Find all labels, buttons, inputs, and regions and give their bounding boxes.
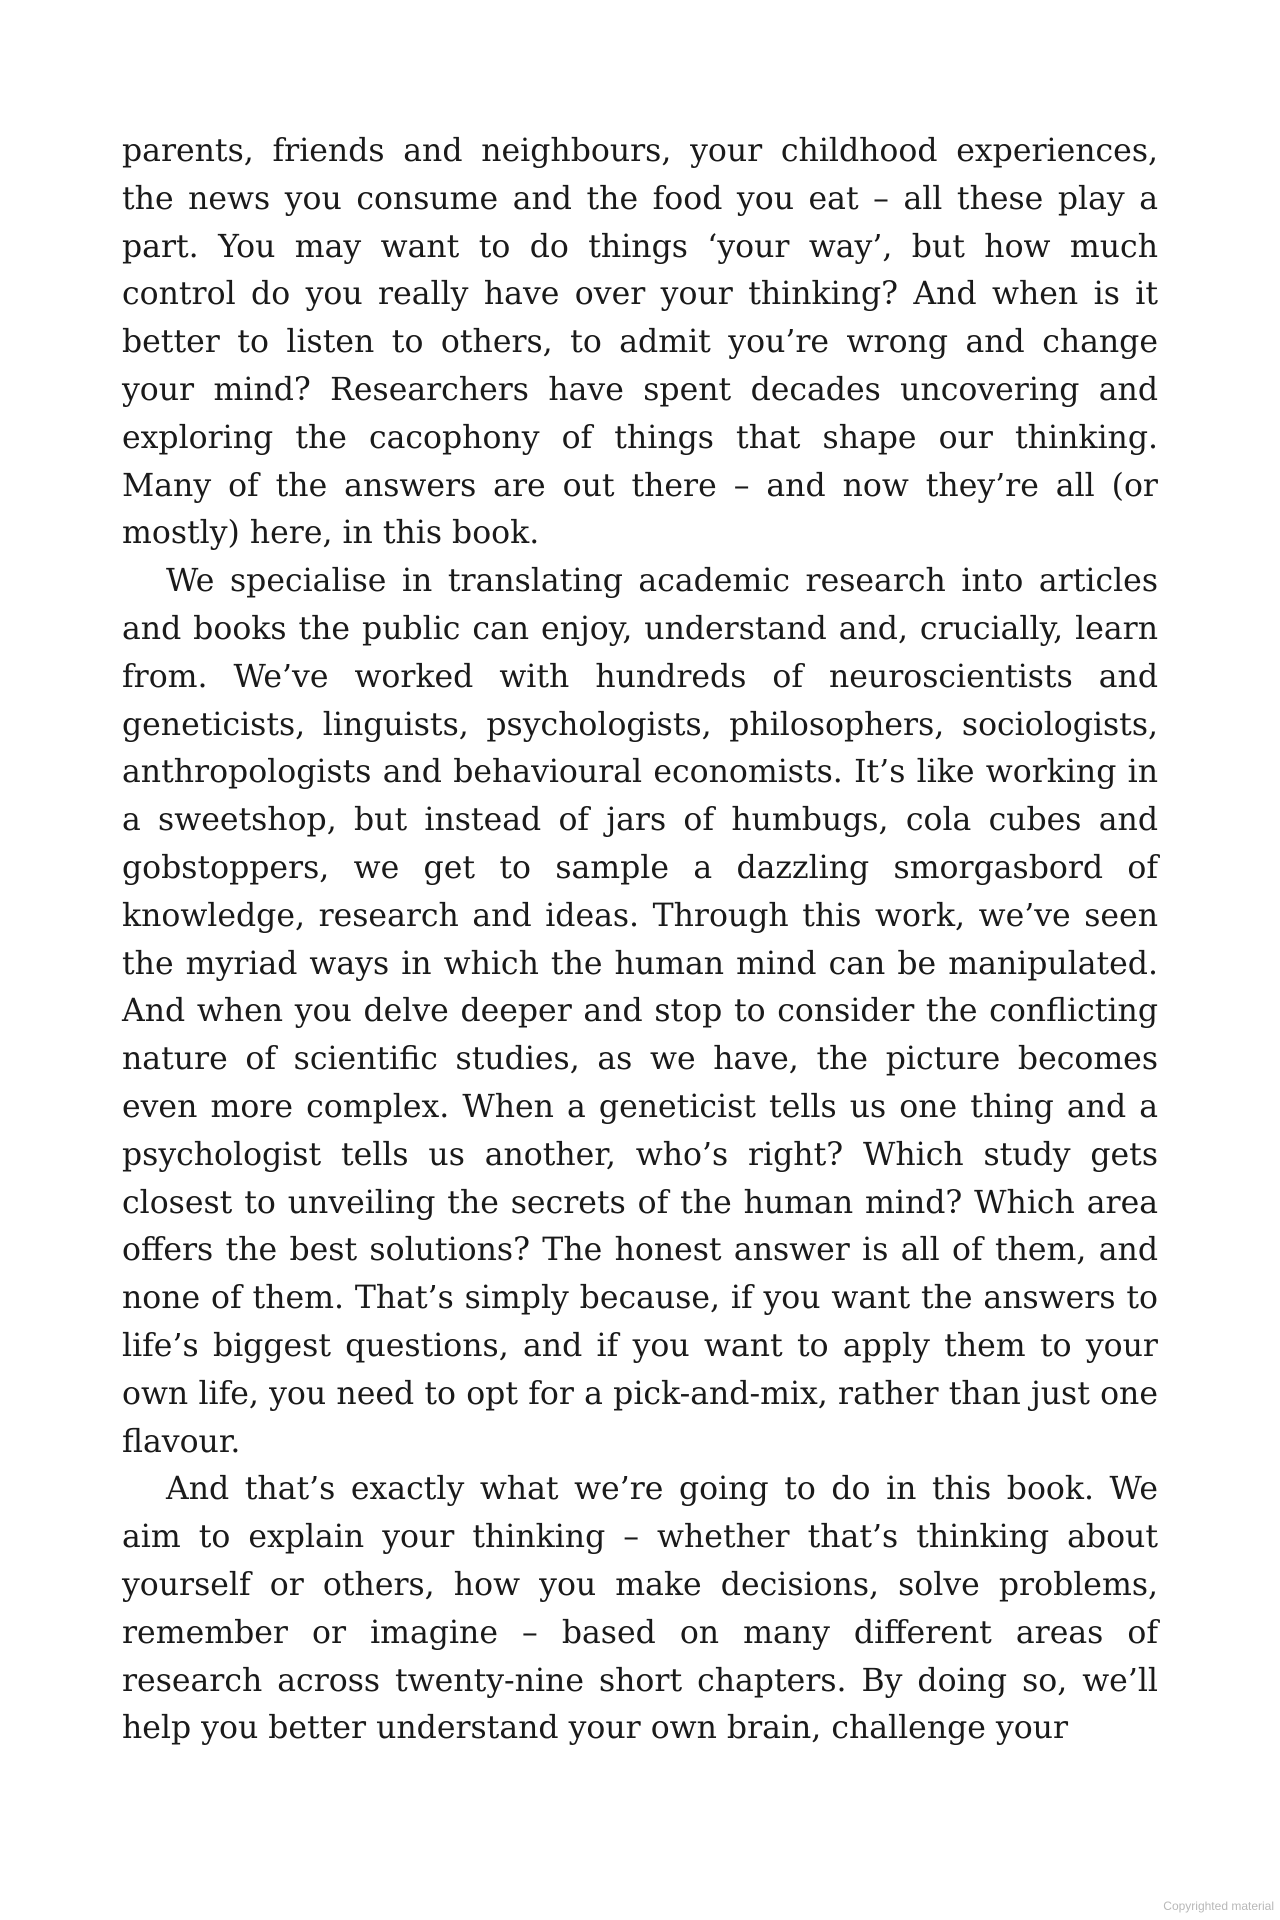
paragraph-3: And that’s exactly what we’re going to do in this book. We aim to explain your thinking – whether that’s thinking about yourself or others, how you make decisions, solve problems, remember or imagine – based on many different areas of research across twenty-nine short chapters. By doing so, we’ll help you better understand your own brain, challenge your (122, 1471, 1158, 1747)
copyright-watermark: Copyrighted material (1163, 1899, 1274, 1913)
body-text (122, 128, 1158, 1753)
paragraph-2: We specialise in translating academic research into articles and books the public can enjoy, understand and, crucially, learn from. We’ve worked with hundreds of neuroscientists and geneticists, linguists, psychologists, philosophers, sociologists, anthropologists and behavioural economists. It’s like working in a sweetshop, but instead of jars of humbugs, cola cubes and gobstoppers, we get to sample a dazzling smorgasbord of knowledge, research and ideas. Through this work, we’ve seen the myriad ways in which the human mind can be manipulated. And when you delve deeper and stop to consider the conflicting nature of scientific studies, as we have, the picture becomes even more complex. When a geneticist tells us one thing and a psychologist tells us another, who’s right? Which study gets closest to unveiling the secrets of the human mind? Which area offers the best solutions? The honest answer is all of them, and none of them. That’s simply because, if you want the answers to life’s biggest questions, and if you want to apply them to your own life, you need to opt for a pick-and-mix, rather than just one flavour. (122, 563, 1158, 1460)
paragraph-1: parents, friends and neighbours, your childhood experiences, the news you consume and the food you eat – all these play a part. You may want to do things ‘your way’, but how much control do you really have over your thinking? And when is it better to listen to others, to admit you’re wrong and change your mind? Researchers have spent decades uncovering and exploring the cacophony of things that shape our thinking. Many of the answers are out there – and now they’re all (or mostly) here, in this book. (122, 133, 1158, 552)
